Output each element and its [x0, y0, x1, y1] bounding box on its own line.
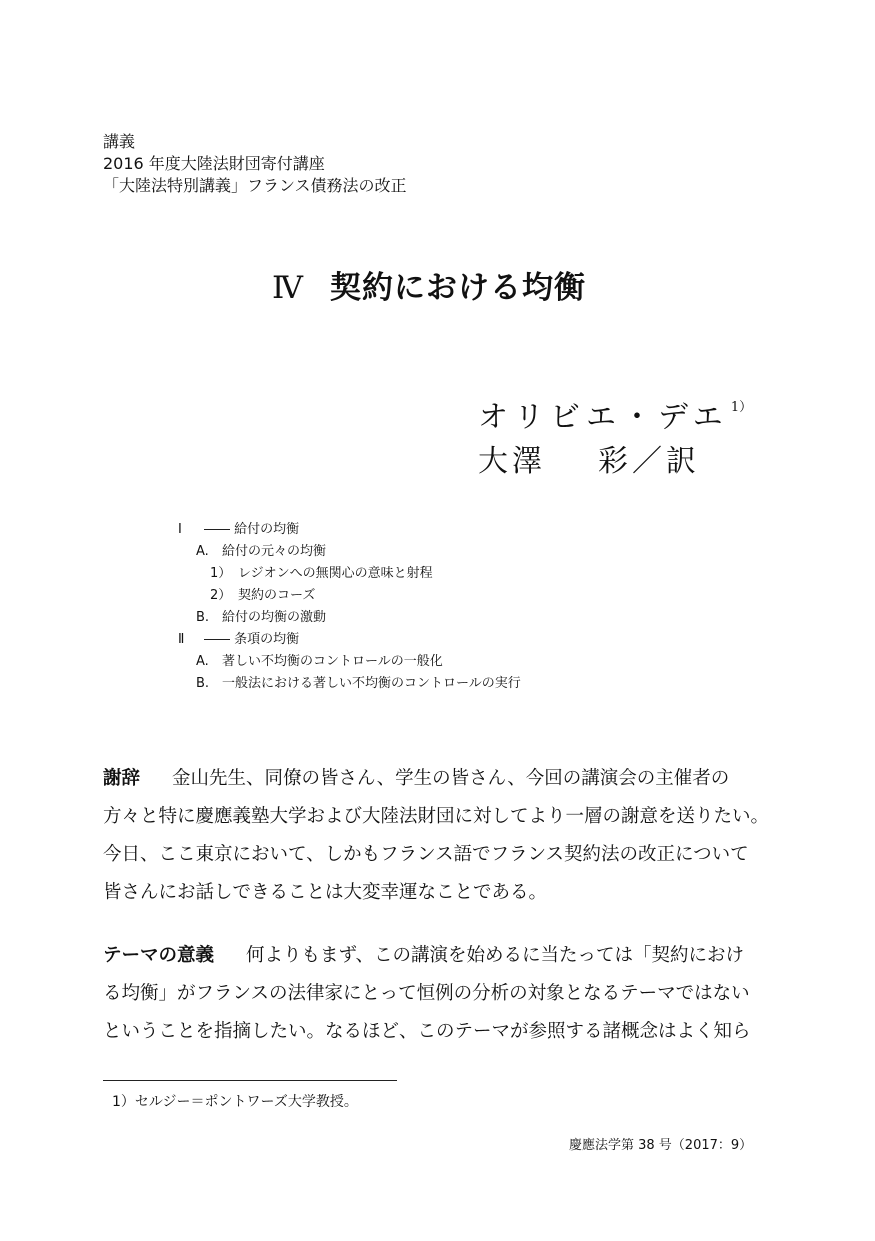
toc-item: A. 著しい不均衡のコントロールの一般化	[196, 654, 443, 669]
journal-citation: 慶應法学第 38 号（2017：9）	[569, 1138, 753, 1153]
paragraph-line: 金山先生、同僚の皆さん、学生の皆さん、今回の講演会の主催者の	[172, 768, 730, 789]
paragraph-line: 何よりもまず、この講演を始めるに当たっては「契約におけ	[246, 945, 745, 966]
paragraph-line: 方々と特に慶應義塾大学および大陸法財団に対してより一層の謝意を送りたい。	[103, 806, 770, 827]
lecture-header	[103, 131, 407, 197]
footnote: 1）セルジー＝ポントワーズ大学教授。	[112, 1094, 358, 1110]
toc-item: 1） レジオンへの無関心の意味と射程	[210, 566, 433, 581]
toc-item: B. 一般法における著しい不均衡のコントロールの実行	[196, 676, 521, 691]
translator-given: 彩	[598, 444, 632, 479]
author-name: オリビエ・デエ	[478, 400, 729, 435]
paragraph-line: 今日、ここ東京において、しかもフランス語でフランス契約法の改正について	[103, 844, 749, 865]
paragraph-line: る均衡」がフランスの法律家にとって恒例の分析の対象となるテーマではない	[103, 983, 750, 1004]
acknowledgement-paragraph	[103, 760, 793, 912]
toc-item: B. 給付の均衡の激動	[196, 610, 327, 625]
toc-item: 2） 契約のコーズ	[210, 588, 316, 603]
title-number: Ⅳ	[272, 270, 304, 306]
toc-item: Ⅰ ―― 給付の均衡	[178, 522, 300, 537]
author-line	[478, 386, 752, 440]
title-text: 契約における均衡	[329, 270, 586, 306]
paragraph-line: ということを指摘したい。なるほど、このテーマが参照する諸概念はよく知ら	[103, 1021, 751, 1042]
toc-item: A. 給付の元々の均衡	[196, 544, 327, 559]
toc-item: Ⅱ ―― 条項の均衡	[178, 632, 300, 647]
article-title	[272, 262, 586, 307]
header-series: 2016 年度大陸法財団寄付講座	[103, 154, 325, 173]
header-course: 「大陸法特別講義」フランス債務法の改正	[103, 176, 407, 195]
author-footnote-ref[interactable]: 1）	[730, 400, 753, 415]
translator-suffix: ／訳	[632, 444, 700, 479]
theme-paragraph	[103, 937, 793, 1051]
paragraph-heading: 謝辞	[103, 768, 141, 789]
translator-line	[478, 440, 752, 484]
paragraph-line: 皆さんにお話しできることは大変幸運なことである。	[103, 882, 548, 903]
translator-surname: 大澤	[478, 444, 546, 479]
footnote-divider	[103, 1080, 397, 1081]
table-of-contents	[178, 519, 521, 695]
header-category: 講義	[103, 132, 136, 151]
authors-block	[478, 386, 752, 484]
paragraph-heading: テーマの意義	[103, 945, 215, 966]
